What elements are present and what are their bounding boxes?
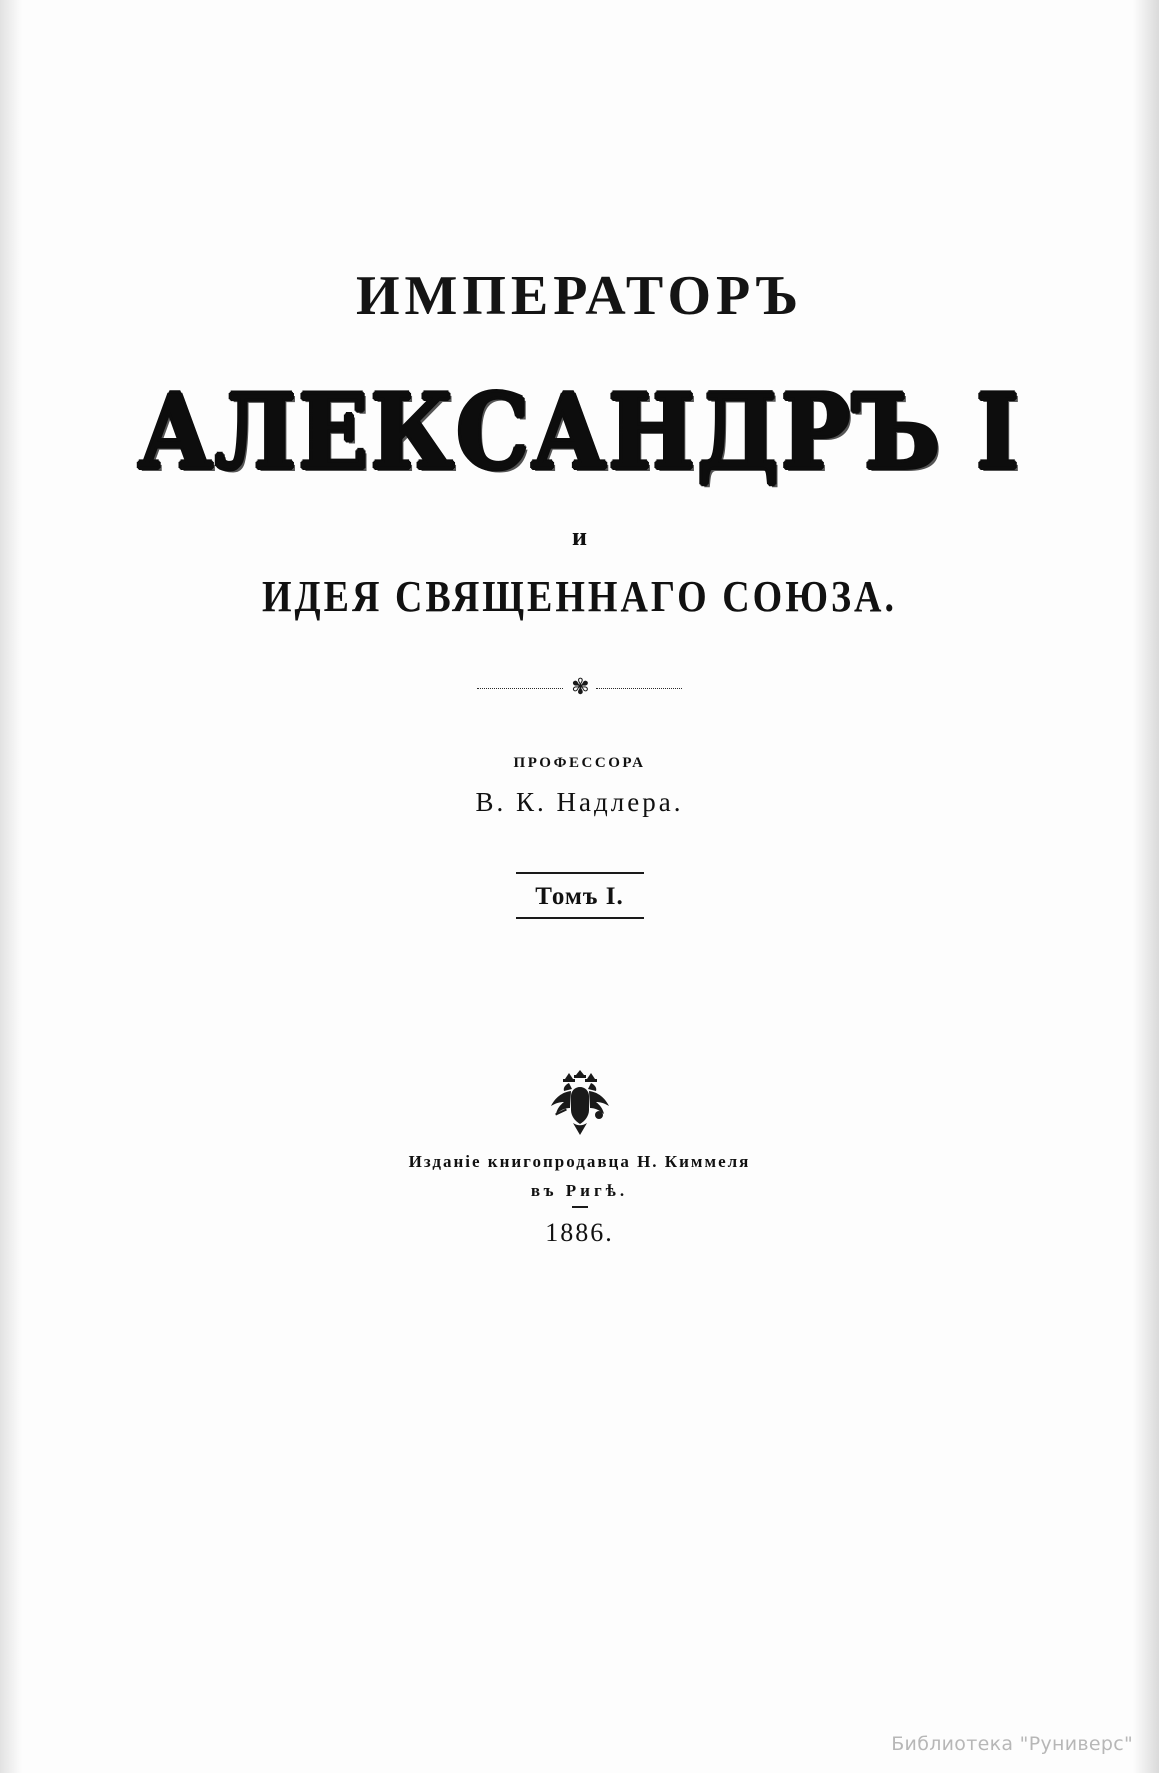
volume-block [516, 872, 644, 919]
divider-rule-right [596, 688, 682, 689]
author-role: ПРОФЕССОРА [513, 755, 646, 771]
publication-city: въ Ригѣ. [530, 1180, 629, 1200]
flourish-icon: ✾ [571, 675, 588, 700]
short-dash-divider [572, 1206, 588, 1208]
title-alexander: АЛЕКСАНДРЪ I [137, 371, 1022, 493]
publisher-name: Изданіе книгопродавца Н. Киммеля [408, 1152, 751, 1171]
publication-year: 1886. [545, 1218, 614, 1248]
author-name: В. К. Надлера. [475, 787, 684, 817]
ornamental-divider [130, 675, 1030, 700]
volume-label: Томъ I. [535, 883, 624, 910]
double-headed-eagle-emblem [130, 1067, 1030, 1139]
title-subtitle: ИДЕЯ СВЯЩЕННАГО СОЮЗА. [261, 572, 898, 622]
title-imperator: ИМПЕРАТОРЪ [355, 265, 804, 327]
title-page-content [130, 0, 1030, 1246]
title-conjunction: и [572, 522, 587, 551]
library-watermark: Библиотека "Руниверс" [891, 1733, 1133, 1755]
divider-rule-left [477, 688, 563, 689]
